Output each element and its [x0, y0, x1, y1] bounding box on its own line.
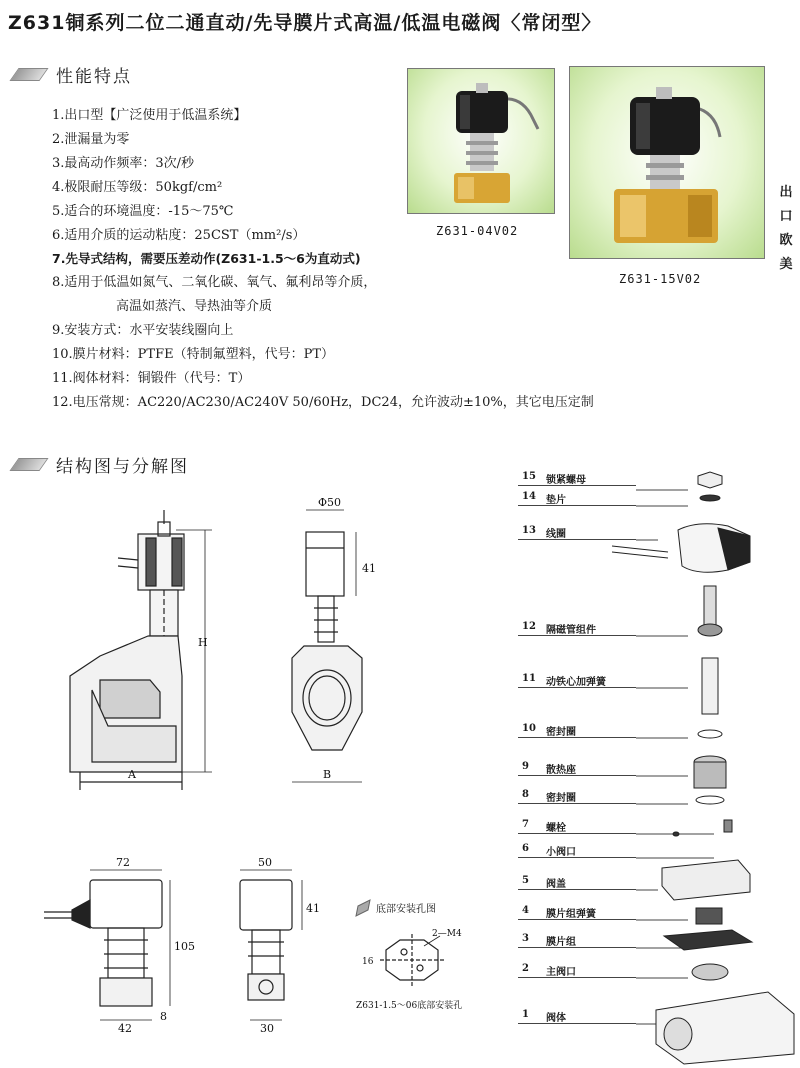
part-row: [518, 904, 636, 920]
part-name: 主阀口: [546, 967, 576, 978]
part-row: [518, 1008, 636, 1024]
part-number: 4: [522, 905, 529, 916]
feature-item: 3.最高动作频率：3次/秒: [52, 155, 195, 171]
cross-section-drawing: [70, 510, 212, 790]
dim-label-b: B: [323, 768, 332, 781]
feature-item: 12.电压常规：AC220/AC230/AC240V 50/60Hz，DC24，允许波动±10%，其它电压定制: [52, 394, 594, 410]
part-row: [518, 470, 636, 486]
side-label-char: 欧: [779, 233, 793, 248]
part-row: [518, 620, 636, 636]
valve-small-illustration: [408, 69, 555, 214]
part-row: [518, 962, 636, 978]
part-number: 1: [522, 1009, 529, 1020]
dim-label-16: 16: [362, 957, 374, 967]
product-photo-large: [569, 66, 765, 259]
side-view-drawing: [292, 510, 362, 782]
exploded-parts-list: [518, 466, 800, 1068]
mount-bar-icon: [356, 900, 370, 916]
part-name: 动铁心加弹簧: [546, 677, 606, 688]
feature-item: 11.阀体材料：铜锻件（代号：T）: [52, 370, 251, 386]
part-number: 3: [522, 933, 529, 944]
dim-label-a: A: [128, 768, 136, 781]
feature-item: 8.适用于低温如氮气、二氧化碳、氧气、氟利昂等介质，: [52, 275, 377, 291]
part-number: 5: [522, 875, 529, 886]
part-name: 螺栓: [546, 823, 566, 834]
dim-label-h: H: [198, 636, 208, 649]
feature-item: 9.安装方式：水平安装线圈向上: [52, 323, 234, 339]
dim-label-41-small: 41: [306, 902, 320, 915]
feature-item: 高温如蒸汽、导热油等介质: [116, 299, 273, 315]
part-row: [518, 722, 636, 738]
valve-large-illustration: [570, 67, 765, 259]
side-label-char: 口: [779, 209, 793, 224]
part-row: [518, 760, 636, 776]
part-name: 隔磁管组件: [546, 625, 596, 636]
part-number: 2: [522, 963, 529, 974]
section-bar-icon: [9, 68, 48, 81]
part-name: 膜片组: [546, 937, 576, 948]
feature-item: 6.适用介质的运动粘度：25CST（mm²/s）: [52, 227, 306, 243]
side-label-char: 出: [779, 185, 793, 200]
part-number: 6: [522, 843, 529, 854]
section-heading-text: 结构图与分解图: [56, 457, 189, 477]
dim-label-72: 72: [116, 856, 130, 869]
dim-label-105: 105: [174, 940, 195, 953]
feature-item: 4.极限耐压等级：50kgf/cm²: [52, 179, 223, 195]
feature-item: 10.膜片材料：PTFE（特制氟塑料，代号：PT）: [52, 347, 335, 363]
photo-caption-small: Z631-04V02: [436, 224, 519, 238]
dim-label-30: 30: [260, 1022, 274, 1035]
page-title: Z631铜系列二位二通直动/先导膜片式高温/低温电磁阀〈常闭型〉: [8, 12, 602, 34]
section-heading-features: [14, 62, 132, 87]
part-name: 散热座: [546, 765, 576, 776]
front-view-drawing: [44, 870, 170, 1020]
part-row: [518, 788, 636, 804]
section-heading-structure: [14, 452, 189, 477]
side-view-small-drawing: [240, 870, 302, 1020]
part-name: 阀体: [546, 1013, 566, 1024]
part-name: 密封圈: [546, 727, 576, 738]
feature-item: 5.适合的环境温度：-15～75℃: [52, 203, 234, 219]
part-number: 8: [522, 789, 529, 800]
part-row: [518, 490, 636, 506]
part-name: 阀盖: [546, 879, 566, 890]
mount-heading: 底部安装孔图: [376, 904, 436, 915]
part-number: 10: [522, 723, 536, 734]
part-row: [518, 932, 636, 948]
dim-label-diameter: Φ50: [318, 496, 342, 509]
photo-caption-large: Z631-15V02: [619, 272, 702, 286]
feature-item: 2.泄漏量为零: [52, 131, 130, 147]
mount-caption: Z631-1.5～06底部安装孔: [356, 1001, 463, 1011]
side-label-char: 美: [779, 257, 793, 272]
part-number: 12: [522, 621, 536, 632]
feature-item: 1.出口型【广泛使用于低温系统】: [52, 108, 247, 123]
part-name: 垫片: [546, 495, 566, 506]
part-name: 线圈: [546, 529, 566, 540]
dim-label-41: 41: [362, 562, 376, 575]
section-bar-icon: [9, 458, 48, 471]
side-label-export: [776, 181, 796, 277]
technical-drawings: [0, 480, 518, 1068]
dim-label-50: 50: [258, 856, 272, 869]
mounting-hole-drawing: [380, 934, 444, 986]
part-name: 膜片组弹簧: [546, 909, 596, 920]
part-name: 锁紧螺母: [546, 475, 586, 486]
part-name: 小阀口: [546, 847, 576, 858]
part-number: 11: [522, 673, 536, 684]
dim-label-8: 8: [160, 1010, 167, 1023]
part-row: [518, 524, 636, 540]
part-number: 13: [522, 525, 536, 536]
product-photo-small: [407, 68, 555, 214]
part-number: 9: [522, 761, 529, 772]
part-row: [518, 842, 636, 858]
dim-label-42: 42: [118, 1022, 132, 1035]
dim-label-m4: 2—M4: [432, 929, 462, 939]
part-row: [518, 874, 636, 890]
part-number: 15: [522, 471, 536, 482]
feature-item: 7.先导式结构，需要压差动作(Z631-1.5～6为直动式): [52, 251, 361, 267]
part-number: 7: [522, 819, 529, 830]
part-row: [518, 818, 636, 834]
part-row: [518, 672, 636, 688]
part-number: 14: [522, 491, 536, 502]
section-heading-text: 性能特点: [56, 67, 132, 87]
part-name: 密封圈: [546, 793, 576, 804]
